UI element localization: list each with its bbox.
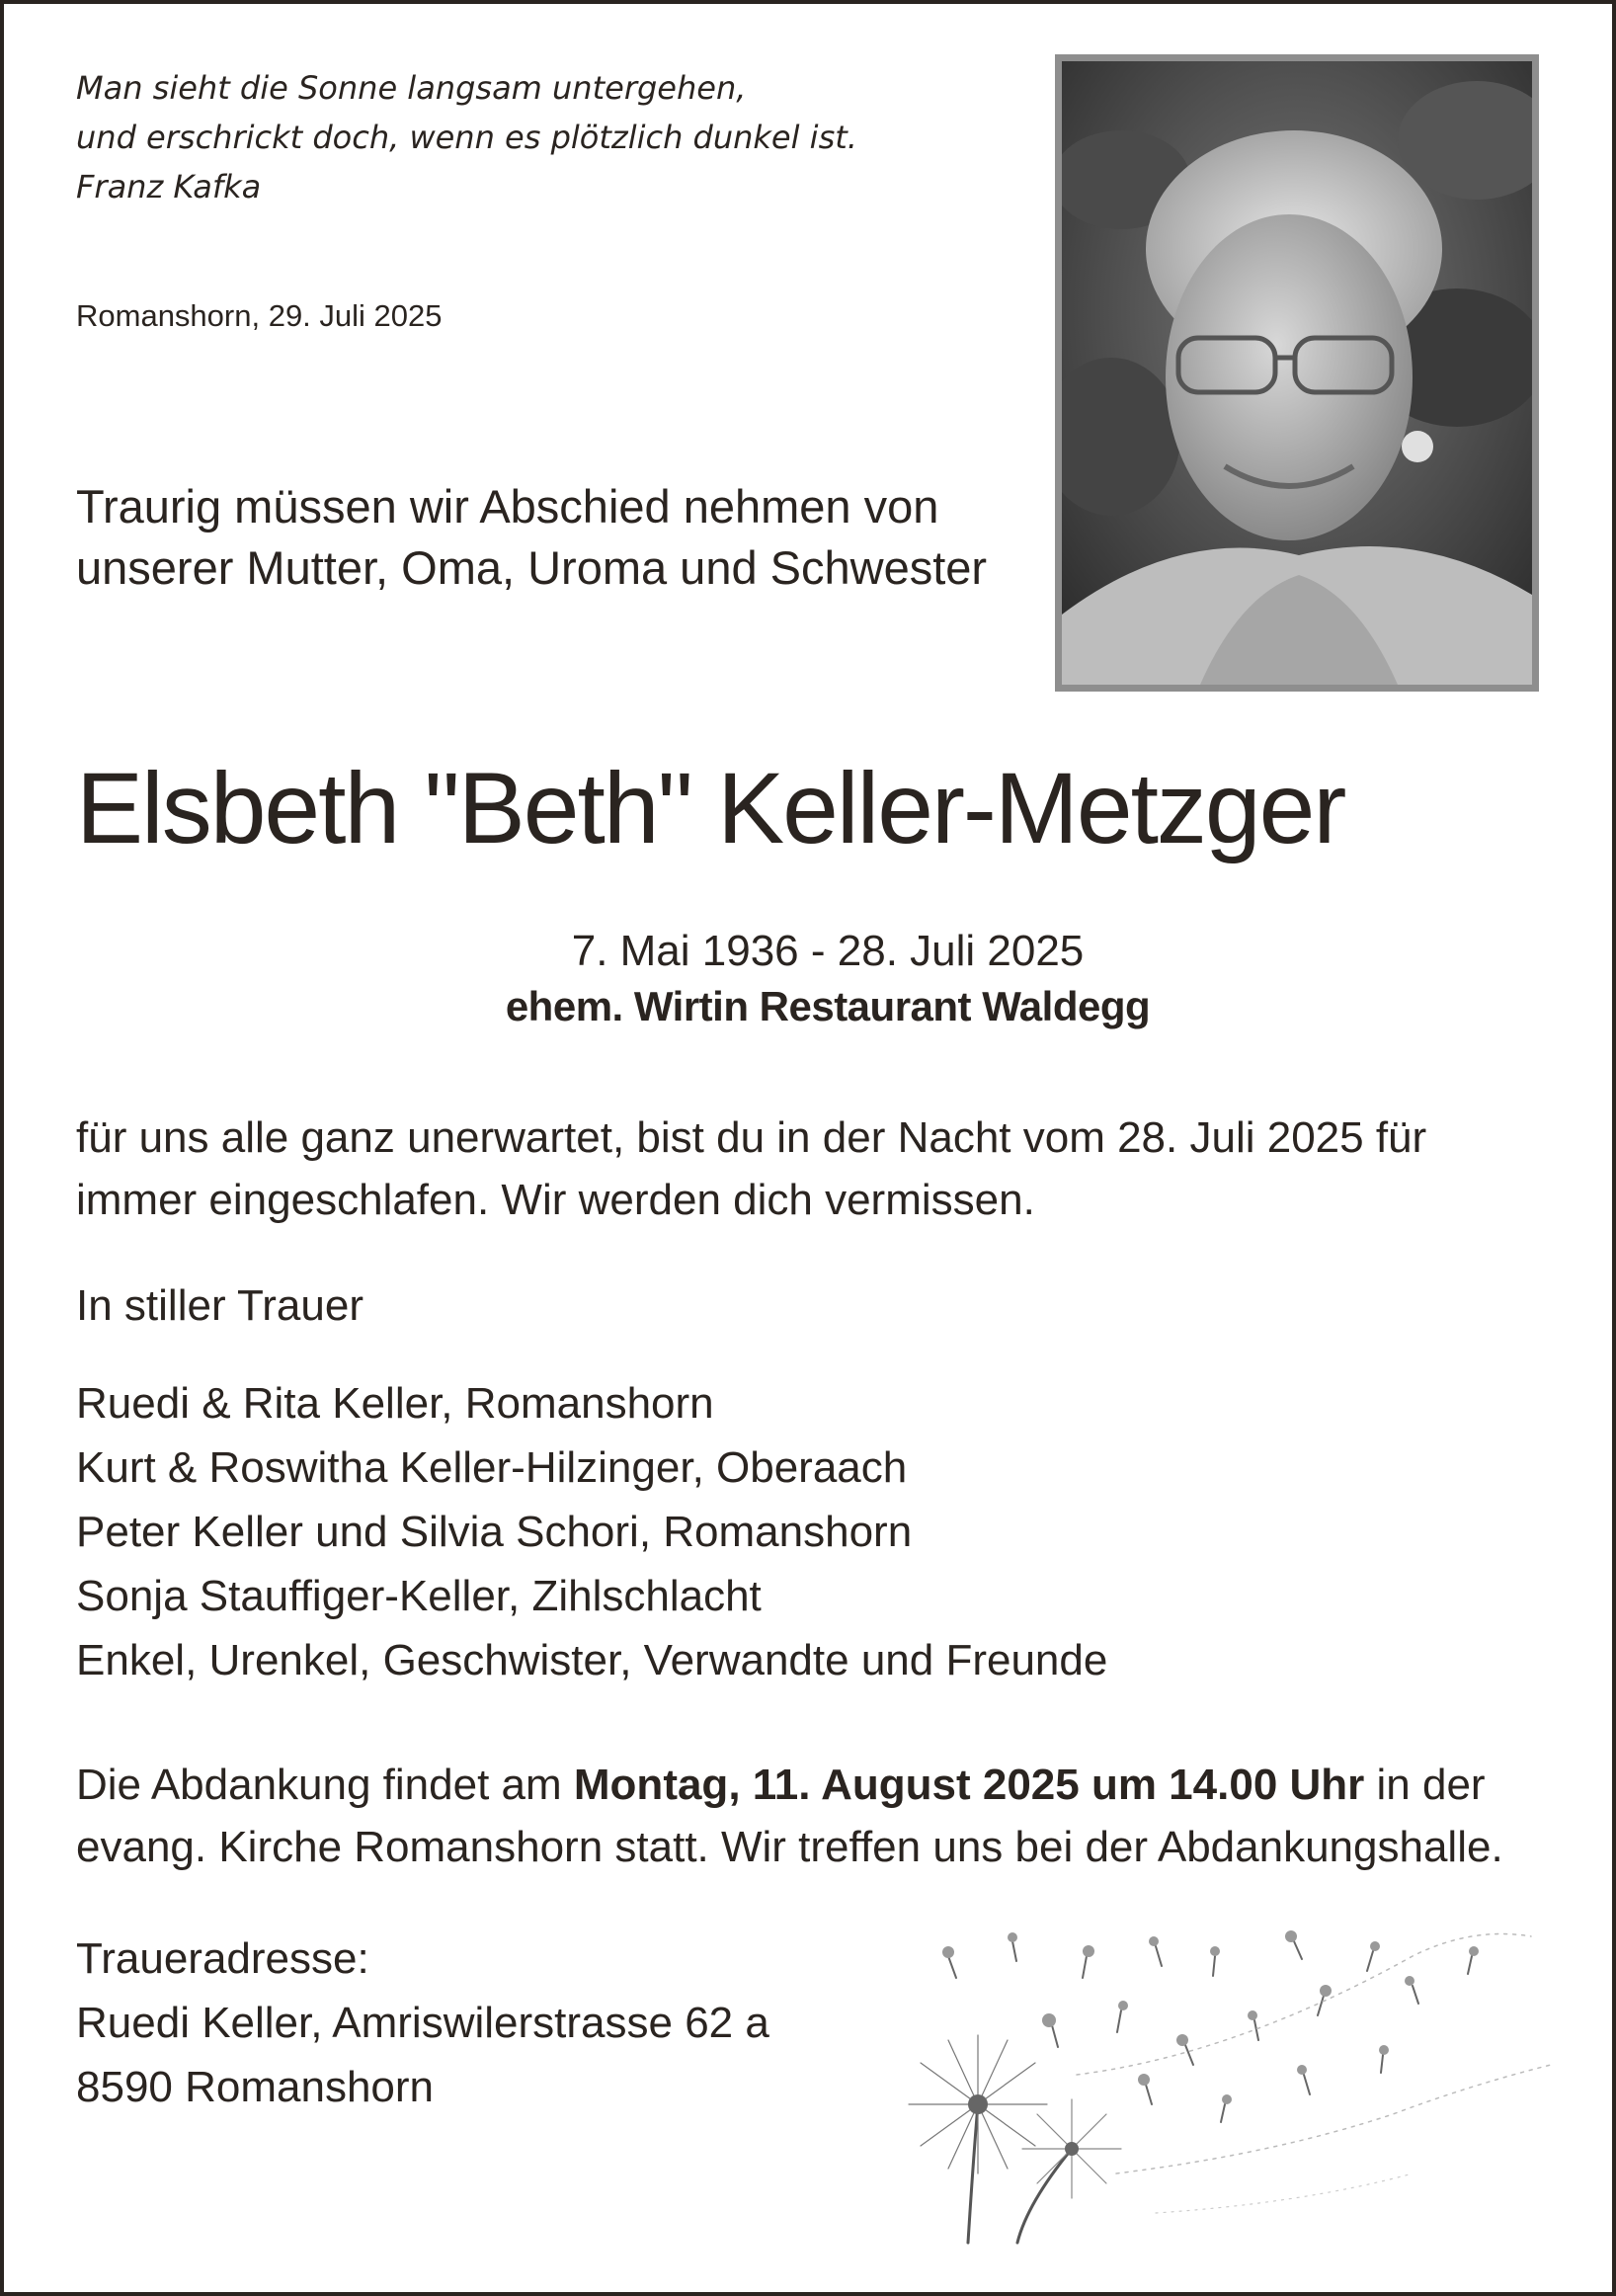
address-label: Traueradresse: [76,1934,369,1983]
ceremony-info [76,1754,1503,1878]
mourning-address [76,1927,769,2119]
ceremony-line-1 [76,1754,1503,1816]
ceremony-prefix: Die Abdankung findet am [76,1761,574,1809]
quote-author: Franz Kafka [76,168,262,205]
mourner-item: Peter Keller und Silvia Schori, Romanshorn [76,1508,913,1556]
dandelion-illustration [859,1917,1571,2272]
mourner-item: Kurt & Roswitha Keller-Hilzinger, Oberaach [76,1443,908,1492]
ceremony-line-2: evang. Kirche Romanshorn statt. Wir treffen uns bei der Abdankungshalle. [76,1823,1503,1871]
ceremony-suffix: in der [1364,1761,1486,1809]
portrait-illustration [1062,61,1532,685]
address-line-2: 8590 Romanshorn [76,2063,435,2111]
kafka-quote [76,63,965,211]
portrait-photo [1055,54,1539,692]
address-line-1: Ruedi Keller, Amriswilerstrasse 62 a [76,1999,769,2047]
mourner-item: Enkel, Urenkel, Geschwister, Verwandte und Freunde [76,1636,1108,1684]
stem-2 [1017,2149,1072,2243]
mourner-item: Ruedi & Rita Keller, Romanshorn [76,1379,714,1428]
mourning-label: In stiller Trauer [76,1281,364,1330]
seedhead-1 [909,2035,1047,2173]
ceremony-datetime: Montag, 11. August 2025 um 14.00 Uhr [573,1761,1365,1809]
deceased-name: Elsbeth "Beth" Keller-Metzger [76,752,1345,864]
intro-line-2: unserer Mutter, Oma, Uroma und Schwester [76,541,988,594]
intro-text [76,476,987,599]
stem-1 [968,2104,978,2243]
intro-line-1: Traurig müssen wir Abschied nehmen von [76,480,939,533]
mourners-list [76,1371,1107,1692]
life-info [0,924,1616,1034]
quote-line-2: und erschrickt doch, wenn es plötzlich dunkel ist. [76,119,857,156]
life-dates: 7. Mai 1936 - 28. Juli 2025 [571,927,1085,975]
flying-seeds [942,1930,1479,2122]
message-line-2: immer eingeschlafen. Wir werden dich vermissen. [76,1176,1035,1224]
seedhead-2 [1022,2099,1121,2198]
farewell-message [76,1107,1426,1231]
occupation: ehem. Wirtin Restaurant Waldegg [505,983,1151,1029]
mourner-item: Sonja Stauffiger-Keller, Zihlschlacht [76,1572,762,1620]
place-date: Romanshorn, 29. Juli 2025 [76,298,443,333]
message-line-1: für uns alle ganz unerwartet, bist du in der Nacht vom 28. Juli 2025 für [76,1113,1427,1162]
quote-line-1: Man sieht die Sonne langsam untergehen, [76,69,747,107]
